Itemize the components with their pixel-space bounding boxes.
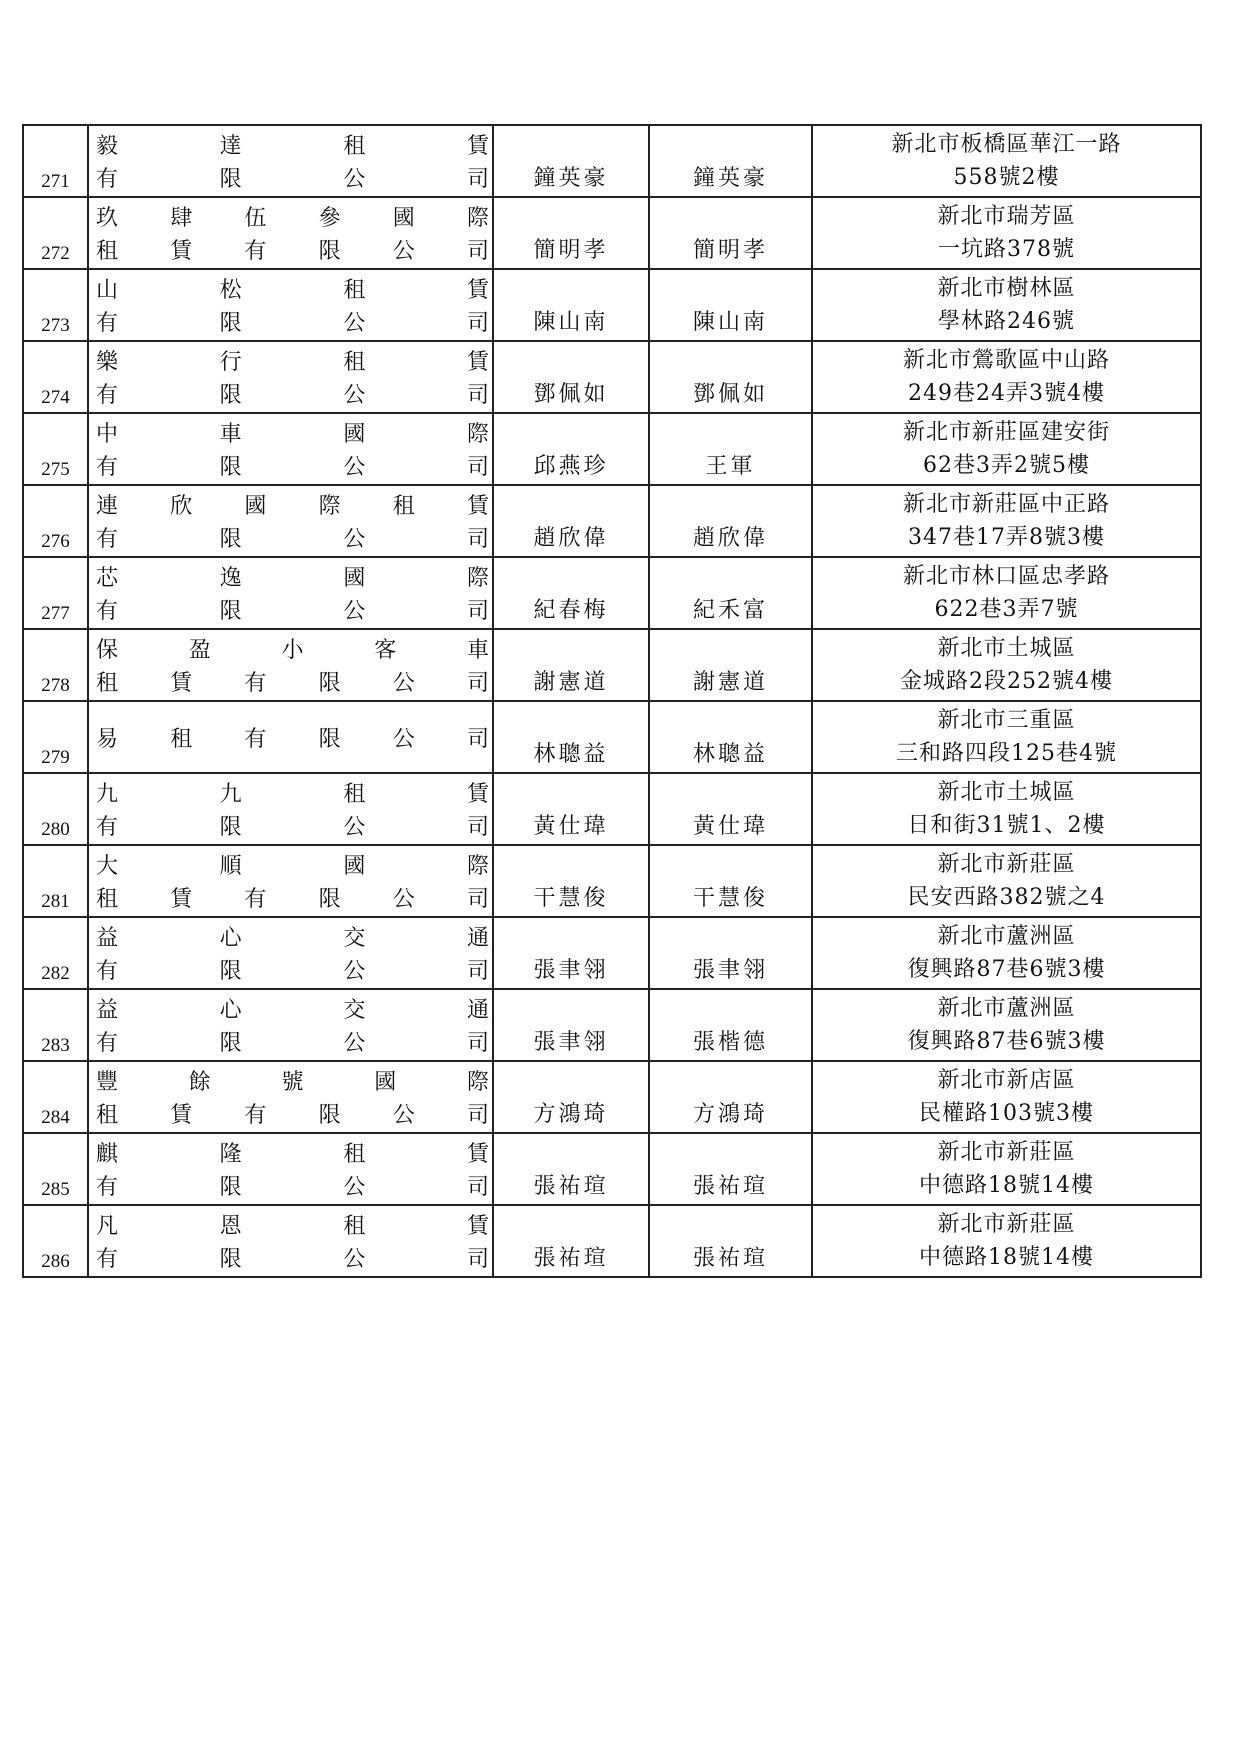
row-number: 276 bbox=[23, 485, 88, 557]
responsible-person: 謝憲道 bbox=[493, 629, 649, 701]
responsible-person: 陳山南 bbox=[493, 269, 649, 341]
company-name-line: 有 限 公 司 bbox=[96, 527, 489, 552]
company-name-line: 有 限 公 司 bbox=[96, 311, 489, 336]
company-name bbox=[88, 845, 493, 917]
address bbox=[812, 125, 1201, 197]
company-name bbox=[88, 773, 493, 845]
address-line: 新北市土城區 bbox=[937, 780, 1076, 805]
row-number: 277 bbox=[23, 557, 88, 629]
table-row bbox=[23, 629, 1201, 701]
table-row bbox=[23, 773, 1201, 845]
table-row bbox=[23, 269, 1201, 341]
manager: 陳山南 bbox=[649, 269, 812, 341]
responsible-person: 趙欣偉 bbox=[493, 485, 649, 557]
company-name-line: 有 限 公 司 bbox=[96, 815, 489, 840]
manager: 簡明孝 bbox=[649, 197, 812, 269]
row-number: 278 bbox=[23, 629, 88, 701]
address bbox=[812, 701, 1201, 773]
address-line: 復興路87巷6號3樓 bbox=[907, 957, 1106, 982]
company-name bbox=[88, 413, 493, 485]
address-line: 622巷3弄7號 bbox=[934, 597, 1079, 622]
manager: 張聿翎 bbox=[649, 917, 812, 989]
table-row bbox=[23, 557, 1201, 629]
address-line: 新北市蘆洲區 bbox=[937, 924, 1076, 949]
row-number: 283 bbox=[23, 989, 88, 1061]
address bbox=[812, 485, 1201, 557]
address bbox=[812, 413, 1201, 485]
address bbox=[812, 629, 1201, 701]
table-row bbox=[23, 125, 1201, 197]
registry-rows bbox=[23, 125, 1201, 1277]
row-number: 274 bbox=[23, 341, 88, 413]
company-name bbox=[88, 1061, 493, 1133]
company-name-line: 連 欣 國 際 租 賃 bbox=[96, 494, 489, 519]
row-number: 285 bbox=[23, 1133, 88, 1205]
responsible-person: 方鴻琦 bbox=[493, 1061, 649, 1133]
address bbox=[812, 773, 1201, 845]
company-name bbox=[88, 197, 493, 269]
address-line: 347巷17弄8號3樓 bbox=[908, 525, 1105, 550]
address-line: 新北市新莊區中正路 bbox=[902, 492, 1110, 517]
address-line: 民權路103號3樓 bbox=[919, 1101, 1094, 1126]
company-name-line: 麒 隆 租 賃 bbox=[96, 1142, 489, 1167]
address-line: 新北市土城區 bbox=[937, 636, 1076, 661]
company-name bbox=[88, 1133, 493, 1205]
address bbox=[812, 197, 1201, 269]
responsible-person: 紀春梅 bbox=[493, 557, 649, 629]
manager: 干慧俊 bbox=[649, 845, 812, 917]
manager: 鐘英豪 bbox=[649, 125, 812, 197]
address-line: 一坑路378號 bbox=[938, 237, 1075, 262]
row-number: 284 bbox=[23, 1061, 88, 1133]
table-row bbox=[23, 413, 1201, 485]
responsible-person: 張聿翎 bbox=[493, 917, 649, 989]
row-number: 272 bbox=[23, 197, 88, 269]
address bbox=[812, 341, 1201, 413]
address-line: 249巷24弄3號4樓 bbox=[908, 381, 1105, 406]
company-name bbox=[88, 557, 493, 629]
table-row bbox=[23, 989, 1201, 1061]
table-row bbox=[23, 1061, 1201, 1133]
address-line: 日和街31號1、2樓 bbox=[907, 813, 1106, 838]
company-name-line: 益 心 交 通 bbox=[96, 998, 489, 1023]
address-line: 新北市林口區忠孝路 bbox=[902, 564, 1110, 589]
address bbox=[812, 269, 1201, 341]
company-name-line: 中 車 國 際 bbox=[96, 422, 489, 447]
company-name-line: 有 限 公 司 bbox=[96, 959, 489, 984]
company-name-line: 大 順 國 際 bbox=[96, 854, 489, 879]
address-line: 新北市新店區 bbox=[937, 1068, 1076, 1093]
responsible-person: 林聰益 bbox=[493, 701, 649, 773]
row-number: 279 bbox=[23, 701, 88, 773]
company-name-line: 芯 逸 國 際 bbox=[96, 566, 489, 591]
company-name-line: 九 九 租 賃 bbox=[96, 782, 489, 807]
company-name-line: 有 限 公 司 bbox=[96, 1247, 489, 1272]
address bbox=[812, 1205, 1201, 1277]
address-line: 新北市新莊區 bbox=[937, 1140, 1076, 1165]
responsible-person: 簡明孝 bbox=[493, 197, 649, 269]
company-name bbox=[88, 629, 493, 701]
table-row bbox=[23, 701, 1201, 773]
company-name-line: 有 限 公 司 bbox=[96, 1031, 489, 1056]
address bbox=[812, 845, 1201, 917]
company-name-line: 毅 達 租 賃 bbox=[96, 134, 489, 159]
table-row bbox=[23, 1205, 1201, 1277]
company-name-line: 豐 餘 號 國 際 bbox=[96, 1070, 489, 1095]
company-name-line: 保 盈 小 客 車 bbox=[96, 638, 489, 663]
row-number: 280 bbox=[23, 773, 88, 845]
responsible-person: 鐘英豪 bbox=[493, 125, 649, 197]
table-row bbox=[23, 485, 1201, 557]
table-row bbox=[23, 917, 1201, 989]
address bbox=[812, 989, 1201, 1061]
row-number: 286 bbox=[23, 1205, 88, 1277]
manager: 鄧佩如 bbox=[649, 341, 812, 413]
row-number: 275 bbox=[23, 413, 88, 485]
address-line: 新北市新莊區 bbox=[937, 1212, 1076, 1237]
company-name-line: 有 限 公 司 bbox=[96, 455, 489, 480]
company-name-line: 租 賃 有 限 公 司 bbox=[96, 239, 489, 264]
address bbox=[812, 1133, 1201, 1205]
address-line: 558號2樓 bbox=[953, 165, 1060, 190]
address-line: 金城路2段252號4樓 bbox=[900, 669, 1113, 694]
table-row bbox=[23, 197, 1201, 269]
company-name-line: 易 租 有 限 公 司 bbox=[96, 726, 489, 752]
manager: 紀禾富 bbox=[649, 557, 812, 629]
company-name bbox=[88, 917, 493, 989]
address-line: 復興路87巷6號3樓 bbox=[907, 1029, 1106, 1054]
manager: 張楷德 bbox=[649, 989, 812, 1061]
company-name-line: 有 限 公 司 bbox=[96, 167, 489, 192]
company-name-line: 凡 恩 租 賃 bbox=[96, 1214, 489, 1239]
row-number: 282 bbox=[23, 917, 88, 989]
company-name-line: 益 心 交 通 bbox=[96, 926, 489, 951]
address-line: 三和路四段125巷4號 bbox=[896, 741, 1117, 766]
company-name-line: 有 限 公 司 bbox=[96, 1175, 489, 1200]
address-line: 新北市鶯歌區中山路 bbox=[902, 348, 1110, 373]
address-line: 新北市新莊區 bbox=[937, 852, 1076, 877]
table-row bbox=[23, 341, 1201, 413]
responsible-person: 張祐瑄 bbox=[493, 1205, 649, 1277]
company-name-line: 樂 行 租 賃 bbox=[96, 350, 489, 375]
company-name bbox=[88, 125, 493, 197]
company-name bbox=[88, 269, 493, 341]
manager: 黃仕瑋 bbox=[649, 773, 812, 845]
company-name-line: 租 賃 有 限 公 司 bbox=[96, 671, 489, 696]
address-line: 新北市三重區 bbox=[937, 708, 1076, 733]
row-number: 271 bbox=[23, 125, 88, 197]
address-line: 62巷3弄2號5樓 bbox=[923, 453, 1090, 478]
company-name-line: 租 賃 有 限 公 司 bbox=[96, 887, 489, 912]
row-number: 273 bbox=[23, 269, 88, 341]
address-line: 新北市瑞芳區 bbox=[937, 204, 1076, 229]
table-row bbox=[23, 1133, 1201, 1205]
row-number: 281 bbox=[23, 845, 88, 917]
address bbox=[812, 557, 1201, 629]
manager: 林聰益 bbox=[649, 701, 812, 773]
table-row bbox=[23, 845, 1201, 917]
manager: 方鴻琦 bbox=[649, 1061, 812, 1133]
company-name-line: 山 松 租 賃 bbox=[96, 278, 489, 303]
manager: 張祐瑄 bbox=[649, 1133, 812, 1205]
company-name-line: 有 限 公 司 bbox=[96, 383, 489, 408]
address-line: 中德路18號14樓 bbox=[919, 1245, 1094, 1270]
address-line: 新北市樹林區 bbox=[937, 276, 1076, 301]
address-line: 民安西路382號之4 bbox=[907, 885, 1106, 910]
company-name bbox=[88, 701, 493, 773]
responsible-person: 邱燕珍 bbox=[493, 413, 649, 485]
responsible-person: 張聿翎 bbox=[493, 989, 649, 1061]
address-line: 中德路18號14樓 bbox=[919, 1173, 1094, 1198]
company-registry-table bbox=[22, 124, 1202, 1278]
address-line: 新北市板橋區華江一路 bbox=[891, 132, 1122, 157]
address-line: 新北市蘆洲區 bbox=[937, 996, 1076, 1021]
company-name bbox=[88, 341, 493, 413]
responsible-person: 黃仕瑋 bbox=[493, 773, 649, 845]
manager: 王軍 bbox=[649, 413, 812, 485]
company-name-line: 租 賃 有 限 公 司 bbox=[96, 1103, 489, 1128]
company-name bbox=[88, 1205, 493, 1277]
company-name-line: 玖 肆 伍 參 國 際 bbox=[96, 206, 489, 231]
address bbox=[812, 1061, 1201, 1133]
address bbox=[812, 917, 1201, 989]
responsible-person: 干慧俊 bbox=[493, 845, 649, 917]
manager: 趙欣偉 bbox=[649, 485, 812, 557]
company-name bbox=[88, 989, 493, 1061]
company-name bbox=[88, 485, 493, 557]
manager: 張祐瑄 bbox=[649, 1205, 812, 1277]
responsible-person: 張祐瑄 bbox=[493, 1133, 649, 1205]
address-line: 新北市新莊區建安街 bbox=[902, 420, 1110, 445]
address-line: 學林路246號 bbox=[938, 309, 1075, 334]
responsible-person: 鄧佩如 bbox=[493, 341, 649, 413]
company-name-line: 有 限 公 司 bbox=[96, 599, 489, 624]
manager: 謝憲道 bbox=[649, 629, 812, 701]
